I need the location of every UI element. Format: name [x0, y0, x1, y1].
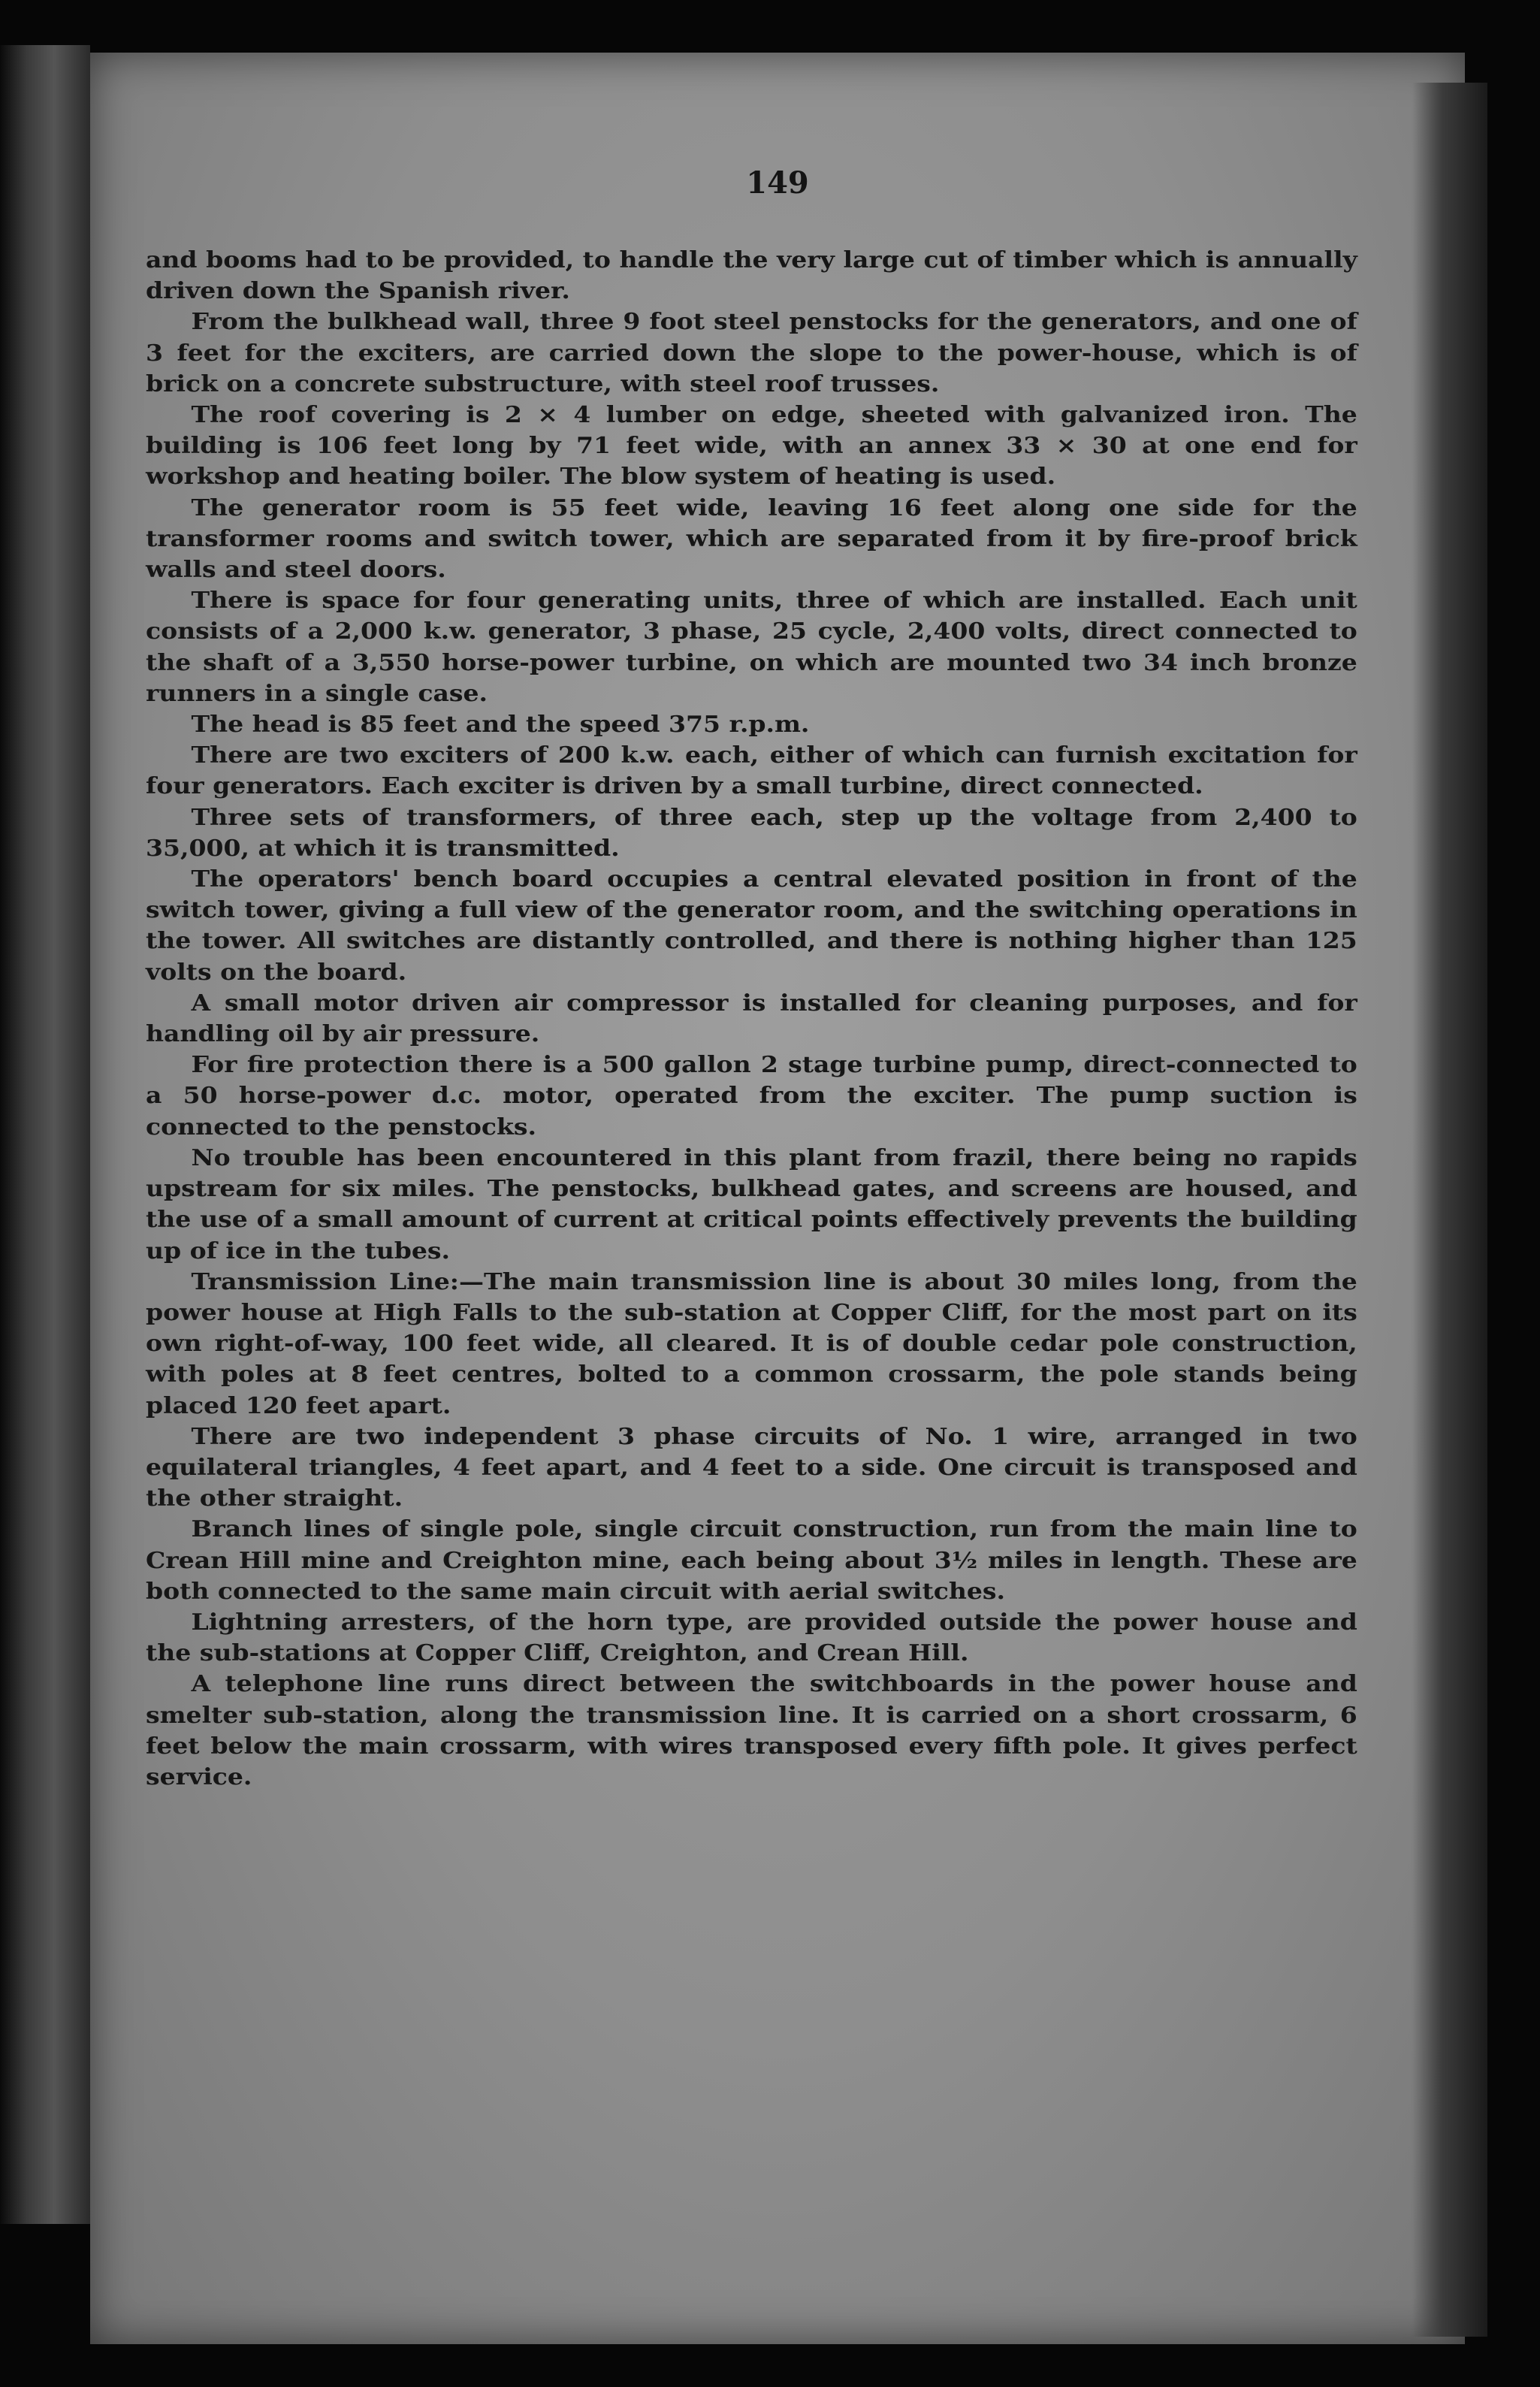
page-gutter-shadow [1412, 83, 1487, 2337]
paragraph: The roof covering is 2 × 4 lumber on edge, sheeted with galvanized iron. The building is 106 feet long by 71 feet wide, with an annex 33 × 30 at one end for workshop and heating boiler. The blow system of heating is used. [146, 401, 1357, 490]
paragraph: The head is 85 feet and the speed 375 r.p.m. [191, 711, 810, 738]
paragraph: The generator room is 55 feet wide, leaving 16 feet along one side for the transformer rooms and switch tower, which are separated from it by fire-proof brick walls and steel doors. [146, 494, 1357, 583]
paragraph: There are two exciters of 200 k.w. each, either of which can furnish excitation for four generators. Each exciter is driven by a small turbine, direct connected. [146, 742, 1357, 799]
paragraph: There are two independent 3 phase circuits of No. 1 wire, arranged in two equilateral triangles, 4 feet apart, and 4 feet to a side. One circuit is transposed and the other straight. [146, 1422, 1357, 1512]
paragraph: and booms had to be provided, to handle the very large cut of timber which is annually driven down the Spanish river. [146, 246, 1357, 304]
paragraph: From the bulkhead wall, three 9 foot steel penstocks for the generators, and one of 3 feet for the exciters, are carried down the slope to the power-house, which is of brick on a concrete substructure, with steel roof trusses. [146, 308, 1357, 397]
body-text [146, 244, 1357, 1792]
paragraph: No trouble has been encountered in this plant from frazil, there being no rapids upstream for six miles. The penstocks, bulkhead gates, and screens are housed, and the use of a small amount of current at critical points effectively prevents the building up of ice in the tubes. [146, 1144, 1357, 1264]
paragraph: Three sets of transformers, of three each, step up the voltage from 2,400 to 35,000, at which it is transmitted. [146, 803, 1357, 861]
paragraph: Branch lines of single pole, single circuit construction, run from the main line to Crean Hill mine and Creighton mine, each being about 3½ miles in length. These are both connected to the same main circuit with aerial switches. [146, 1515, 1357, 1604]
paragraph: A telephone line runs direct between the switchboards in the power house and smelter sub-station, along the transmission line. It is carried on a short crossarm, 6 feet below the main crossarm, with wires transposed every fifth pole. It gives perfect service. [146, 1670, 1357, 1790]
paragraph: Lightning arresters, of the horn type, are provided outside the power house and the sub-stations at Copper Cliff, Creighton, and Crean Hill. [146, 1608, 1357, 1666]
paragraph: There is space for four generating units, three of which are installed. Each unit consists of a 2,000 k.w. generator, 3 phase, 25 cycle, 2,400 volts, direct connected to the shaft of a 3,550 horse-power turbine, on which are mounted two 34 inch bronze runners in a single case. [146, 587, 1357, 706]
page-number: 149 [746, 165, 809, 201]
paragraph: A small motor driven air compressor is installed for cleaning purposes, and for handling oil by air pressure. [146, 989, 1357, 1047]
facing-page-edge [0, 45, 90, 2224]
paragraph: For fire protection there is a 500 gallon 2 stage turbine pump, direct-connected to a 50 horse-power d.c. motor, operated from the exciter. The pump suction is connected to the penstocks. [146, 1051, 1357, 1140]
paragraph: Transmission Line:—The main transmission line is about 30 miles long, from the power house at High Falls to the sub-station at Copper Cliff, for the most part on its own right-of-way, 100 feet wide, all cleared. It is of double cedar pole construction, with poles at 8 feet centres, bolted to a common crossarm, the pole stands being placed 120 feet apart. [146, 1268, 1357, 1419]
paragraph: The operators' bench board occupies a central elevated position in front of the switch tower, giving a full view of the generator room, and the switching operations in the tower. All switches are distantly controlled, and there is nothing higher than 125 volts on the board. [146, 866, 1357, 985]
book-page [90, 53, 1465, 2344]
